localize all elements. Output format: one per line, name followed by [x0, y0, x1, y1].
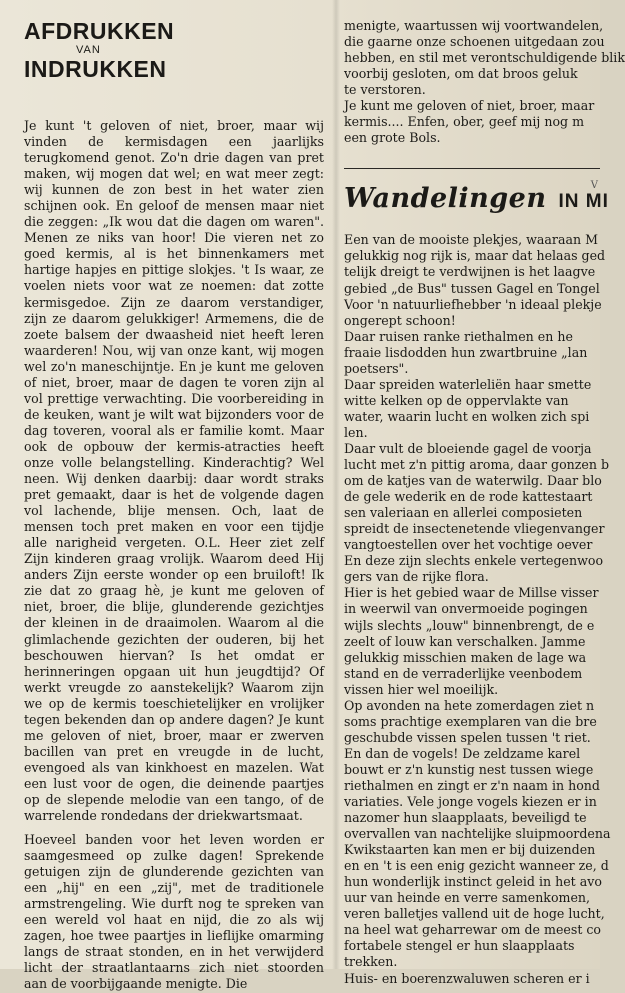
text-line: nazomer hun slaapplaats, beveiligd te [344, 810, 587, 826]
text-line: gers van de rijke flora. [344, 569, 489, 585]
text-line: En deze zijn slechts enkele vertegenwoo [344, 553, 604, 569]
text-line: riethalmen en zingt er z'n naam in hond [344, 777, 600, 793]
text-line: vissen hier wel moeilijk. [344, 681, 499, 697]
text-line: Daar vult de bloeiende gagel de voorja [344, 440, 592, 456]
text-line: len. [344, 424, 368, 440]
left-column [24, 18, 324, 992]
text-line: en en 't is een enig gezicht wanneer ze, d [344, 858, 609, 874]
text-line: kermis.... Enfen, ober, geef mij nog m [344, 114, 585, 130]
text-line: geschubde vissen spelen tussen 't riet. [344, 729, 591, 745]
text-line: fraaie lisdodden hun zwartbruine „lan [344, 344, 588, 360]
text-line: Voor 'n natuurliefhebber 'n ideaal plekje [344, 296, 602, 312]
text-line: En dan de vogels! De zeldzame karel [344, 745, 581, 761]
text-line: Hier is het gebied waar de Millse visser [344, 585, 599, 601]
text-line: zeelt of louw kan verschalken. Jamme [344, 633, 586, 649]
text-line: veren balletjes vallend uit de hoge lucht, [344, 906, 605, 922]
text-line: Daar spreiden waterleliën haar smette [344, 376, 592, 392]
text-line: hebben, en stil met verontschuldigende blik [344, 50, 625, 66]
text-line: de gele wederik en de rode kattestaart [344, 489, 593, 505]
text-line: variaties. Vele jonge vogels kiezen er in [344, 794, 597, 810]
article-title-line2: INDRUKKEN [24, 56, 167, 82]
section-body [344, 232, 611, 986]
text-line: lucht met z'n pittig aroma, daar gonzen b [344, 457, 610, 473]
continued-text [344, 18, 625, 146]
text-line: overvallen van nachtelijke sluipmoordena [344, 826, 611, 842]
text-line: Kwikstaarten kan men er bij duizenden [344, 842, 596, 858]
text-line: voorbij gesloten, om dat broos geluk [344, 66, 578, 82]
text-line: soms prachtige exemplaren van die bre [344, 713, 597, 729]
text-line: Je kunt me geloven of niet, broer, maar [344, 98, 595, 114]
section-heading-script: Wandelingen [344, 183, 547, 215]
article-title-line1: AFDRUKKEN [24, 18, 175, 44]
text-line: spreidt de insectenetende vliegenvanger [344, 521, 605, 537]
text-line: te verstoren. [344, 82, 426, 98]
text-line: na heel wat geharrewar om de meest co [344, 922, 602, 938]
page-gutter [332, 0, 340, 969]
text-line: telijk dreigt te verdwijnen is het laagve [344, 264, 596, 280]
text-line: vangtoestellen over het vochtige oever [344, 537, 593, 553]
article-body [24, 118, 324, 993]
text-line: trekken. [344, 954, 398, 970]
section-heading-caps: IN MI [558, 191, 609, 213]
text-line: fortabele stengel er hun slaapplaats [344, 938, 575, 954]
continued-paragraph [344, 18, 625, 146]
article-title-van: VAN [76, 44, 101, 56]
text-line: gebied „de Bus" tussen Gagel en Tongel [344, 280, 600, 296]
text-line: menigte, waartussen wij voortwandelen, [344, 18, 604, 33]
section-divider [344, 168, 600, 169]
text-line: poetsers". [344, 360, 409, 376]
text-line: witte kelken op de oppervlakte van [344, 392, 569, 408]
text-line: gelukkig nog rijk is, maar dat helaas ged [344, 248, 606, 264]
text-line: stand en de verraderlijke veenbodem [344, 665, 583, 681]
text-line: ongerept schoon! [344, 312, 456, 328]
article-paragraph: Je kunt 't geloven of niet, broer, maar wij vinden de kermisdagen een jaarlijks terugkomend genot. Zo'n drie dagen van pret maken, wij mogen dat wel; en wat meer zegt: wij kunnen de zon best in het water zien schijnen ook. En geloof de mensen maar niet die zeggen: „Ik wou dat die dagen om waren". Menen ze niks van hoor! Die vieren net zo goed kermis, al is het binnenkamers met hartige hapjes en pittige slokjes. 't Is waar, ze voelen niets voor wat ze noemen: dat zotte kermisgedoe. Zijn ze daarom verstandiger, zijn ze daarom gelukkiger! Armemens, die de zoete balsem der dwaasheid niet heeft leren waarderen! Nou, wij van onze kant, wij mogen wel zo'n maneschijntje. En je kunt me geloven of niet, broer, maar de dagen te voren zijn al vol prettige verwachting. Die voorbereiding in de keuken, want je wilt wat bijzonders voor de dag toveren, vooral als er familie komt. Maar ook de opbouw der kermis-atracties heeft onze volle belangstelling. Kinderachtig? Wel neen. Wij denken daarbij: daar wordt straks pret gemaakt, daar is het de volgende dagen vol lachende, blije mensen. Och, laat de mensen toch pret maken en voor een tijdje alle narigheid vergeten. O.L. Heer ziet zelf Zijn kinderen graag vrolijk. Waarom deed Hij anders Zijn eerste wonder op een bruiloft! Ik zie dat zo graag hè, je kunt me geloven of niet, broer, die blije, glunderende gezichtjes der kleinen in de draaimolen. Waarom al die glimlachende gezichten der ouderen, bij het beschouwen hiervan? Is het omdat er herinneringen opgaan uit hun jeugdtijd? Of werkt vreugde zo aanstekelijk? Waarom zijn we op de kermis toeschietelijker en vrolijker tegen bekenden dan op andere dagen? Je kunt me geloven of niet, broer, maar er zwerven bacillen van pret en vreugde in de lucht, evengoed als van kinkhoest en mazelen. Wat een lust voor de ogen, die deinende paartjes op de slepende melodie van een tango, of de warrelende rondedans der driekwartsmaat. [24, 118, 324, 824]
article-paragraph: Hoeveel banden voor het leven worden er saamgesmeed op zulke dagen! Sprekende getuigen zijn de glunderende gezichten van een „hij" en een „zij", met de traditionele armstrengeling. Wie durft nog te spreken van een wereld vol haat en nijd, die zo als wij zagen, hoe twee paartjes in lieflijke omarming langs de straat stonden, en in het verwijderd licht der straatlantaarns zich niet stoorden aan de voorbijgaande menigte. Die [24, 832, 324, 992]
text-line: een grote Bols. [344, 130, 441, 146]
section-heading [344, 183, 609, 215]
text-line: Op avonden na hete zomerdagen ziet n [344, 697, 595, 713]
text-line: sen valeriaan en allerlei composieten [344, 505, 583, 521]
text-line: gelukkig misschien maken de lage wa [344, 649, 587, 665]
text-line: hun wonderlijk instinct geleid in het avo [344, 874, 602, 890]
text-line: bouwt er z'n kunstig nest tussen wiege [344, 761, 594, 777]
text-line: die gaarne onze schoenen uitgedaan zou [344, 34, 605, 50]
section-tag: V [590, 180, 598, 191]
text-line: in weerwil van onvermoeide pogingen [344, 601, 588, 617]
text-line: Huis- en boerenzwaluwen scheren er i [344, 970, 590, 986]
text-line: wijls slechts „louw" binnenbrengt, de e [344, 617, 595, 633]
text-line: om de katjes van de waterwilg. Daar blo [344, 473, 602, 489]
right-column [344, 18, 625, 986]
text-line: water, waarin lucht en wolken zich spi [344, 408, 590, 424]
text-line: Een van de mooiste plekjes, waaraan M [344, 232, 598, 248]
text-line: uur van heinde en verre samenkomen, [344, 890, 591, 906]
text-line: Daar ruisen ranke riethalmen en he [344, 328, 573, 344]
